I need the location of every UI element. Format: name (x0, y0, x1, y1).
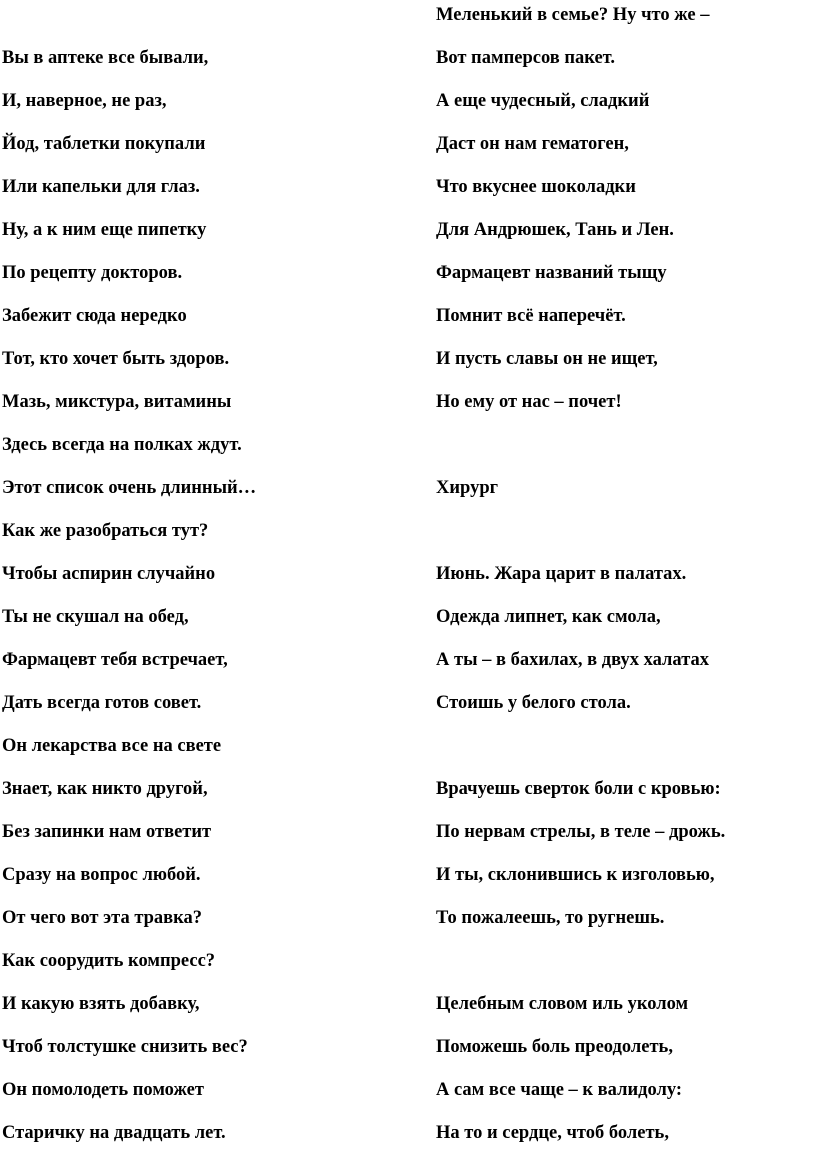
poem-line: Старичку на двадцать лет. (2, 1123, 226, 1143)
poem-line: Йод, таблетки покупали (2, 134, 206, 154)
poem-line: Как соорудить компресс? (2, 951, 216, 971)
poem-line: По нервам стрелы, в теле – дрожь. (436, 822, 726, 842)
poem-line: Вы в аптеке все бывали, (2, 48, 209, 68)
poem-line: Тот, кто хочет быть здоров. (2, 349, 230, 369)
poem-line: Мазь, микстура, витамины (2, 392, 232, 412)
poem-line: И ты, склонившись к изголовью, (436, 865, 715, 885)
poem-line: Ты не скушал на обед, (2, 607, 189, 627)
poem-line: Одежда липнет, как смола, (436, 607, 661, 627)
poem-line: Он лекарства все на свете (2, 736, 222, 756)
poem-line: И, наверное, не раз, (2, 91, 167, 111)
poem-line: Врачуешь сверток боли с кровью: (436, 779, 721, 799)
poem-line: Или капельки для глаз. (2, 177, 200, 197)
poem-line: Что вкуснее шоколадки (436, 177, 636, 197)
poem-line: Для Андрюшек, Тань и Лен. (436, 220, 674, 240)
poem-heading: Хирург (436, 478, 499, 498)
poem-line: И какую взять добавку, (2, 994, 200, 1014)
poem-line: Без запинки нам ответит (2, 822, 212, 842)
poem-line: Помнит всё наперечёт. (436, 306, 626, 326)
poem-line: Сразу на вопрос любой. (2, 865, 201, 885)
poem-line: Фармацевт тебя встречает, (2, 650, 228, 670)
poem-line: Знает, как никто другой, (2, 779, 208, 799)
poem-line: Даст он нам гематоген, (436, 134, 629, 154)
poem-line: Чтобы аспирин случайно (2, 564, 216, 584)
poem-line: А еще чудесный, сладкий (436, 91, 650, 111)
poem-line: А ты – в бахилах, в двух халатах (436, 650, 710, 670)
poem-line: Этот список очень длинный… (2, 478, 257, 498)
poem-line: То пожалеешь, то ругнешь. (436, 908, 665, 928)
poem-line: Дать всегда готов совет. (2, 693, 202, 713)
poem-line: Но ему от нас – почет! (436, 392, 622, 412)
poem-line: На то и сердце, чтоб болеть, (436, 1123, 669, 1143)
poem-line: Чтоб толстушке снизить вес? (2, 1037, 248, 1057)
poem-line: Здесь всегда на полках ждут. (2, 435, 242, 455)
poem-line: Вот памперсов пакет. (436, 48, 615, 68)
poem-line: Июнь. Жара царит в палатах. (436, 564, 687, 584)
poem-line: Целебным словом иль уколом (436, 994, 689, 1014)
poem-line: А сам все чаще – к валидолу: (436, 1080, 683, 1100)
poem-line: Стоишь у белого стола. (436, 693, 631, 713)
poem-line: Ну, а к ним еще пипетку (2, 220, 207, 240)
poem-line: Фармацевт названий тыщу (436, 263, 667, 283)
poem-line: По рецепту докторов. (2, 263, 183, 283)
poem-line: От чего вот эта травка? (2, 908, 203, 928)
poem-line: Как же разобраться тут? (2, 521, 209, 541)
poem-line: Меленький в семье? Ну что же – (436, 5, 710, 25)
poem-line: Он помолодеть поможет (2, 1080, 204, 1100)
poem-line: И пусть славы он не ищет, (436, 349, 658, 369)
poem-line: Поможешь боль преодолеть, (436, 1037, 673, 1057)
poem-line: Забежит сюда нередко (2, 306, 187, 326)
